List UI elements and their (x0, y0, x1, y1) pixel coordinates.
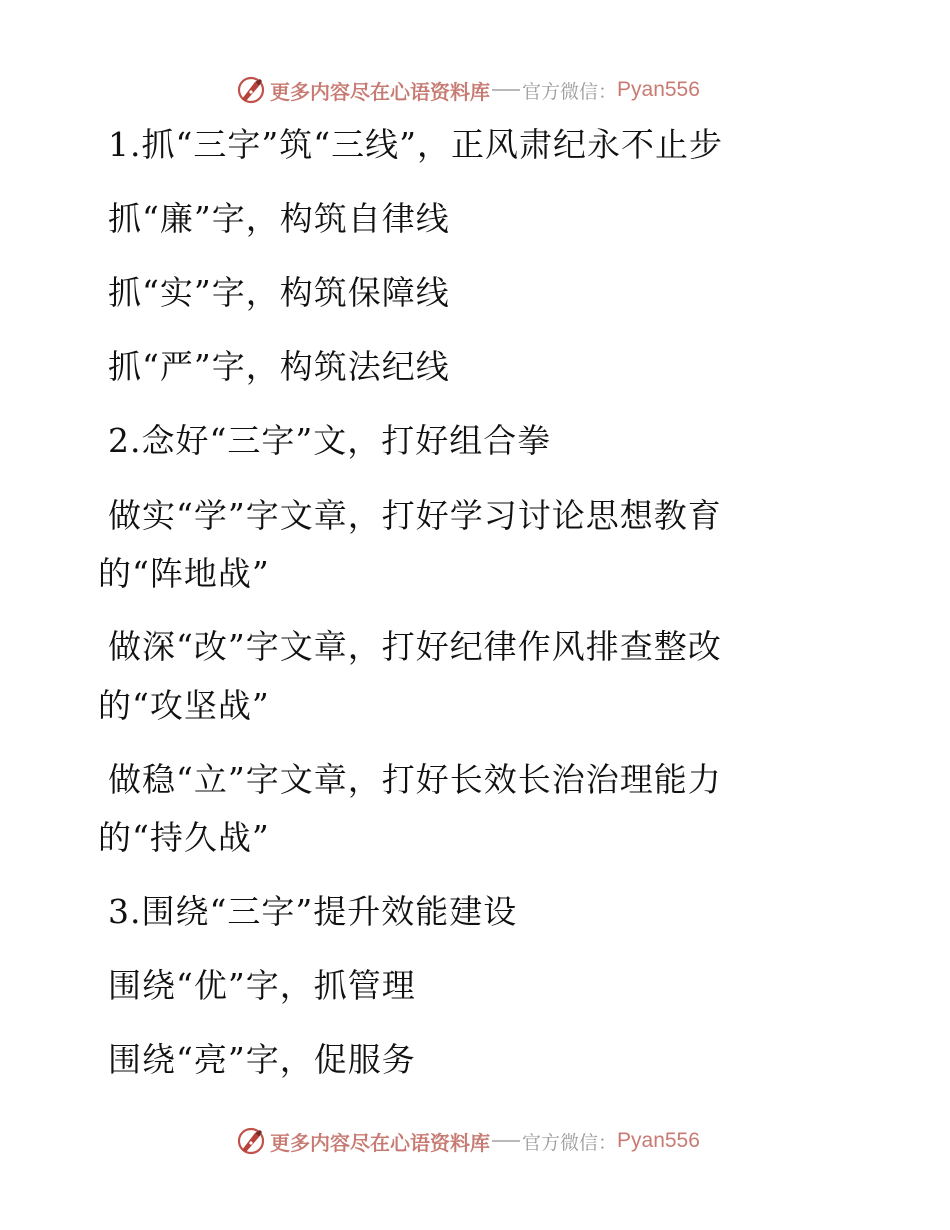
footer-watermark (236, 1124, 700, 1158)
watermark-wechat-id: Pyan556 (617, 1129, 700, 1152)
text-line: 围绕“优”字，抓管理 (108, 966, 416, 1005)
header-watermark (236, 73, 700, 107)
text-line: 做实“学”字文章，打好学习讨论思想教育 (108, 496, 722, 535)
pen-nib-circle-icon (236, 1126, 266, 1156)
heading-2: 2.念好“三字”文，打好组合拳 (108, 421, 552, 460)
watermark-suffix-text: 官方微信： (522, 1131, 618, 1154)
pen-nib-circle-icon (236, 75, 266, 105)
text-line-continuation: 的“攻坚战” (98, 686, 270, 725)
watermark-suffix-text: 官方微信： (522, 80, 618, 103)
text-line: 做深“改”字文章，打好纪律作风排查整改 (108, 627, 722, 666)
watermark-dash (492, 89, 520, 91)
text-line: 抓“实”字，构筑保障线 (108, 273, 450, 312)
text-line: 抓“严”字，构筑法纪线 (108, 347, 450, 386)
text-line: 抓“廉”字，构筑自律线 (108, 199, 450, 238)
heading-1: 1.抓“三字”筑“三线”，正风肃纪永不止步 (108, 125, 723, 164)
text-line-continuation: 的“持久战” (98, 818, 270, 857)
watermark-dash (492, 1140, 520, 1142)
text-line: 做稳“立”字文章，打好长效长治治理能力 (108, 760, 722, 799)
text-line-continuation: 的“阵地战” (98, 554, 270, 593)
watermark-wechat-id: Pyan556 (617, 78, 700, 101)
watermark-main-text: 更多内容尽在心语资料库 (270, 1130, 490, 1155)
watermark-main-text: 更多内容尽在心语资料库 (270, 79, 490, 104)
text-line: 围绕“亮”字，促服务 (108, 1040, 416, 1079)
heading-3: 3.围绕“三字”提升效能建设 (108, 892, 518, 931)
